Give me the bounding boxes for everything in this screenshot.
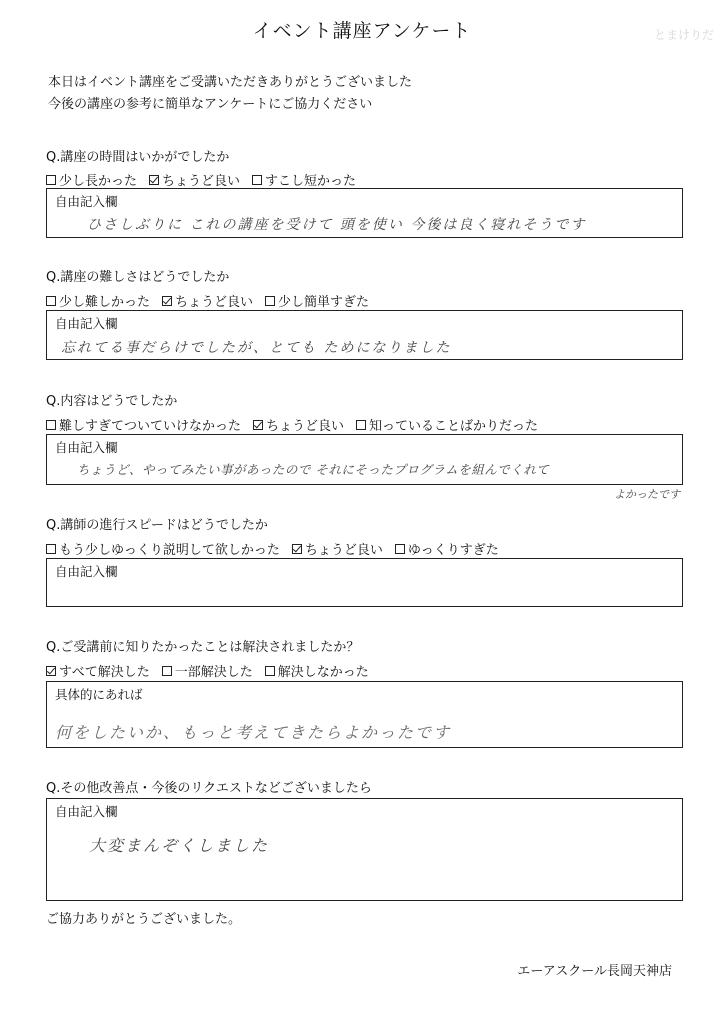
- option-label: もう少しゆっくり説明して欲しかった: [59, 543, 280, 558]
- option-checkbox[interactable]: [292, 539, 383, 558]
- checkbox-icon[interactable]: [46, 175, 56, 185]
- question-3-options: [46, 415, 538, 434]
- option-checkbox[interactable]: [162, 661, 253, 680]
- option-checkbox[interactable]: [252, 170, 356, 189]
- option-label: ちょうど良い: [175, 295, 254, 310]
- option-checkbox[interactable]: [46, 291, 150, 310]
- option-checkbox[interactable]: [46, 170, 137, 189]
- free-entry-box-5[interactable]: [46, 681, 683, 748]
- option-label: 難しすぎてついていけなかった: [59, 419, 242, 434]
- option-checkbox[interactable]: [265, 291, 369, 310]
- checkbox-checked-icon[interactable]: [46, 666, 56, 676]
- handwritten-answer: 忘れてる事だらけでしたが、とても ためになりました: [61, 340, 452, 356]
- question-1: Q.講座の時間はいかがでしたか: [46, 150, 230, 165]
- checkbox-icon[interactable]: [265, 296, 275, 306]
- question-2-options: [46, 291, 369, 310]
- free-entry-box-6[interactable]: [46, 798, 683, 901]
- option-checkbox[interactable]: [253, 415, 344, 434]
- option-label: ちょうど良い: [304, 543, 383, 558]
- handwritten-answer-continuation: よかったです: [614, 488, 680, 501]
- handwritten-answer: ひさしぶりに これの講座を受けて 頭を使い 今後は良く寝れそうです: [87, 217, 587, 233]
- checkbox-checked-icon[interactable]: [149, 175, 159, 185]
- option-checkbox[interactable]: [395, 539, 499, 558]
- option-checkbox[interactable]: [46, 661, 150, 680]
- option-label: 少し難しかった: [59, 295, 151, 310]
- box-label: 自由記入欄: [55, 804, 118, 819]
- checkbox-icon[interactable]: [265, 666, 275, 676]
- handwritten-answer: 何をしたいか、もっと考えてきたらよかったです: [55, 723, 452, 742]
- handwritten-answer: 大変まんぞくしました: [89, 836, 270, 855]
- question-2: Q.講座の難しさはどうでしたか: [46, 270, 230, 285]
- free-entry-box-2[interactable]: [46, 310, 683, 360]
- checkbox-icon[interactable]: [46, 420, 56, 430]
- free-entry-box-1[interactable]: [46, 188, 683, 238]
- free-entry-box-4[interactable]: [46, 558, 683, 607]
- option-label: ちょうど良い: [162, 174, 241, 189]
- question-5: Q.ご受講前に知りたかったことは解決されましたか？: [46, 640, 360, 655]
- option-label: ちょうど良い: [266, 419, 345, 434]
- option-label: 知っていることばかりだった: [369, 419, 539, 434]
- option-label: 一部解決した: [174, 665, 253, 680]
- question-6: Q.その他改善点・今後のリクエストなどございましたら: [46, 781, 372, 796]
- option-label: すこし短かった: [265, 174, 357, 189]
- question-1-options: [46, 170, 356, 189]
- intro-line-2: 今後の講座の参考に簡単なアンケートにご協力ください: [48, 97, 373, 112]
- checkbox-checked-icon[interactable]: [292, 544, 302, 554]
- checkbox-icon[interactable]: [46, 544, 56, 554]
- checkbox-icon[interactable]: [356, 420, 366, 430]
- checkbox-icon[interactable]: [252, 175, 262, 185]
- checkbox-icon[interactable]: [395, 544, 405, 554]
- option-label: ゆっくりすぎた: [407, 543, 499, 558]
- option-checkbox[interactable]: [162, 291, 253, 310]
- option-checkbox[interactable]: [356, 415, 538, 434]
- option-label: 少し簡単すぎた: [278, 295, 370, 310]
- box-label: 自由記入欄: [55, 194, 118, 209]
- question-4: Q.講師の進行スピードはどうでしたか: [46, 518, 268, 533]
- option-label: 少し長かった: [59, 174, 138, 189]
- intro-line-1: 本日はイベント講座をご受講いただきありがとうございました: [48, 75, 413, 90]
- question-3: Q.内容はどうでしたか: [46, 394, 178, 409]
- option-checkbox[interactable]: [46, 539, 280, 558]
- checkbox-icon[interactable]: [46, 296, 56, 306]
- page-title: イベント講座アンケート: [252, 20, 472, 42]
- box-label: 自由記入欄: [55, 316, 118, 331]
- option-checkbox[interactable]: [149, 170, 240, 189]
- closing-message: ご協力ありがとうございました。: [46, 912, 242, 927]
- checkbox-checked-icon[interactable]: [162, 296, 172, 306]
- box-label: 自由記入欄: [55, 564, 118, 579]
- question-5-options: [46, 661, 369, 680]
- option-checkbox[interactable]: [46, 415, 241, 434]
- checkbox-icon[interactable]: [162, 666, 172, 676]
- checkbox-checked-icon[interactable]: [253, 420, 263, 430]
- question-4-options: [46, 539, 499, 558]
- corner-stamp: とまけりだ: [653, 28, 714, 42]
- box-label: 自由記入欄: [55, 440, 118, 455]
- box-label: 具体的にあれば: [55, 687, 143, 702]
- option-label: すべて解決した: [59, 665, 150, 680]
- store-name: エーアスクール長岡天神店: [517, 964, 672, 979]
- intro-text: [48, 72, 412, 116]
- handwritten-answer: ちょうど、やってみたい事があったので それにそったプログラムを組んでくれて: [77, 462, 550, 477]
- free-entry-box-3[interactable]: [46, 434, 683, 485]
- option-checkbox[interactable]: [265, 661, 369, 680]
- option-label: 解決しなかった: [277, 665, 369, 680]
